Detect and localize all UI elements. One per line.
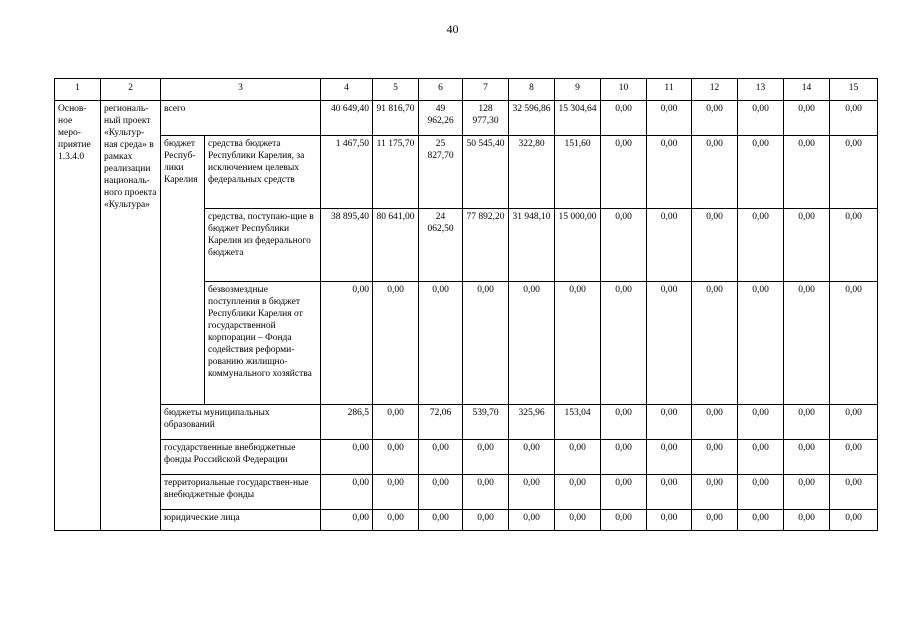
table-row	[55, 101, 878, 136]
value-cell: 0,00	[509, 475, 555, 510]
value-cell: 31 948,10	[509, 209, 555, 282]
value-cell: 0,00	[830, 136, 878, 209]
header-cell: 12	[692, 79, 738, 101]
value-cell: 0,00	[692, 475, 738, 510]
page-number: 40	[446, 22, 459, 36]
header-cell: 10	[601, 79, 647, 101]
row-label: государственные внебюджетные фонды Российской Федерации	[161, 440, 321, 475]
value-cell: 0,00	[601, 475, 647, 510]
value-cell: 49 962,26	[419, 101, 463, 136]
value-cell: 0,00	[692, 209, 738, 282]
value-cell: 539,70	[463, 405, 509, 440]
value-cell: 0,00	[784, 101, 830, 136]
row-label: средства бюджета Республики Карелия, за исключением целевых федеральных средств	[205, 136, 321, 209]
header-cell: 6	[419, 79, 463, 101]
value-cell: 0,00	[509, 440, 555, 475]
value-cell: 0,00	[738, 282, 784, 405]
value-cell: 0,00	[463, 440, 509, 475]
value-cell: 0,00	[601, 405, 647, 440]
value-cell: 0,00	[601, 209, 647, 282]
header-cell: 7	[463, 79, 509, 101]
value-cell: 0,00	[647, 440, 692, 475]
header-cell: 5	[373, 79, 419, 101]
header-cell: 13	[738, 79, 784, 101]
value-cell: 0,00	[647, 209, 692, 282]
value-cell: 15 000,00	[555, 209, 601, 282]
value-cell: 24 062,50	[419, 209, 463, 282]
value-cell: 0,00	[784, 136, 830, 209]
value-cell: 0,00	[419, 475, 463, 510]
table-row	[55, 405, 878, 440]
value-cell: 0,00	[601, 282, 647, 405]
header-cell: 14	[784, 79, 830, 101]
header-cell: 4	[321, 79, 373, 101]
header-cell: 3	[161, 79, 321, 101]
value-cell: 0,00	[419, 510, 463, 531]
value-cell: 0,00	[555, 282, 601, 405]
value-cell: 0,00	[647, 282, 692, 405]
value-cell: 0,00	[830, 475, 878, 510]
value-cell: 77 892,20	[463, 209, 509, 282]
value-cell: 128 977,30	[463, 101, 509, 136]
value-cell: 0,00	[601, 440, 647, 475]
header-row	[55, 79, 878, 101]
value-cell: 0,00	[419, 440, 463, 475]
value-cell: 0,00	[601, 136, 647, 209]
value-cell: 0,00	[784, 510, 830, 531]
header-cell: 9	[555, 79, 601, 101]
table-row	[55, 510, 878, 531]
value-cell: 0,00	[463, 282, 509, 405]
value-cell: 0,00	[830, 101, 878, 136]
value-cell: 0,00	[830, 510, 878, 531]
value-cell: 0,00	[321, 440, 373, 475]
value-cell: 0,00	[373, 405, 419, 440]
value-cell: 0,00	[509, 510, 555, 531]
value-cell: 32 596,86	[509, 101, 555, 136]
value-cell: 0,00	[647, 475, 692, 510]
value-cell: 0,00	[738, 510, 784, 531]
row-label: юридические лица	[161, 510, 321, 531]
value-cell: 15 304,64	[555, 101, 601, 136]
table-row	[55, 136, 878, 209]
value-cell: 0,00	[555, 475, 601, 510]
value-cell: 286,5	[321, 405, 373, 440]
value-cell: 0,00	[784, 440, 830, 475]
value-cell: 0,00	[738, 405, 784, 440]
value-cell: 0,00	[692, 101, 738, 136]
value-cell: 38 895,40	[321, 209, 373, 282]
value-cell: 0,00	[321, 510, 373, 531]
header-cell: 15	[830, 79, 878, 101]
row-label: территориальные государствен-ные внебюджетные фонды	[161, 475, 321, 510]
value-cell: 0,00	[784, 405, 830, 440]
value-cell: 0,00	[601, 510, 647, 531]
row-label: безвозмездные поступления в бюджет Республики Карелия от государственной корпорации – Фонда содействия реформи-рованию жилищно-коммунального хозяйства	[205, 282, 321, 405]
value-cell: 40 649,40	[321, 101, 373, 136]
value-cell: 91 816,70	[373, 101, 419, 136]
header-cell: 1	[55, 79, 101, 101]
value-cell: 0,00	[321, 475, 373, 510]
value-cell: 0,00	[830, 209, 878, 282]
value-cell: 325,96	[509, 405, 555, 440]
value-cell: 0,00	[373, 475, 419, 510]
value-cell: 0,00	[692, 440, 738, 475]
value-cell: 322,80	[509, 136, 555, 209]
budget-table	[54, 78, 878, 531]
value-cell: 50 545,40	[463, 136, 509, 209]
value-cell: 153,04	[555, 405, 601, 440]
value-cell: 80 641,00	[373, 209, 419, 282]
value-cell: 0,00	[784, 282, 830, 405]
value-cell: 1 467,50	[321, 136, 373, 209]
value-cell: 0,00	[373, 440, 419, 475]
value-cell: 0,00	[555, 440, 601, 475]
value-cell: 0,00	[738, 209, 784, 282]
value-cell: 0,00	[647, 510, 692, 531]
value-cell: 0,00	[321, 282, 373, 405]
value-cell: 0,00	[830, 282, 878, 405]
table-row	[55, 475, 878, 510]
value-cell: 0,00	[601, 101, 647, 136]
header-cell: 11	[647, 79, 692, 101]
table-row	[55, 440, 878, 475]
value-cell: 0,00	[463, 475, 509, 510]
value-cell: 25 827,70	[419, 136, 463, 209]
value-cell: 0,00	[830, 405, 878, 440]
value-cell: 0,00	[555, 510, 601, 531]
value-cell: 0,00	[373, 510, 419, 531]
value-cell: 151,60	[555, 136, 601, 209]
value-cell: 0,00	[830, 440, 878, 475]
value-cell: 0,00	[419, 282, 463, 405]
value-cell: 0,00	[647, 136, 692, 209]
value-cell: 72,06	[419, 405, 463, 440]
group-label-cell: бюджет Респуб-лики Карелия	[161, 136, 205, 405]
project-name-cell: региональ-ный проект «Культур-ная среда» в рамках реализации националь-ного проекта «Культура»	[101, 101, 161, 531]
header-cell: 8	[509, 79, 555, 101]
header-cell: 2	[101, 79, 161, 101]
row-label: всего	[161, 101, 321, 136]
value-cell: 0,00	[373, 282, 419, 405]
value-cell: 0,00	[647, 405, 692, 440]
row-label: бюджеты муниципальных образований	[161, 405, 321, 440]
value-cell: 0,00	[692, 282, 738, 405]
value-cell: 11 175,70	[373, 136, 419, 209]
activity-code-cell: Основ-ное меро-приятие 1.3.4.0	[55, 101, 101, 531]
value-cell: 0,00	[463, 510, 509, 531]
value-cell: 0,00	[738, 440, 784, 475]
row-label: средства, поступаю-щие в бюджет Республики Карелия из федерального бюджета	[205, 209, 321, 282]
value-cell: 0,00	[509, 282, 555, 405]
value-cell: 0,00	[692, 510, 738, 531]
value-cell: 0,00	[738, 101, 784, 136]
value-cell: 0,00	[738, 475, 784, 510]
value-cell: 0,00	[738, 136, 784, 209]
value-cell: 0,00	[784, 209, 830, 282]
value-cell: 0,00	[692, 405, 738, 440]
value-cell: 0,00	[647, 101, 692, 136]
value-cell: 0,00	[784, 475, 830, 510]
value-cell: 0,00	[692, 136, 738, 209]
